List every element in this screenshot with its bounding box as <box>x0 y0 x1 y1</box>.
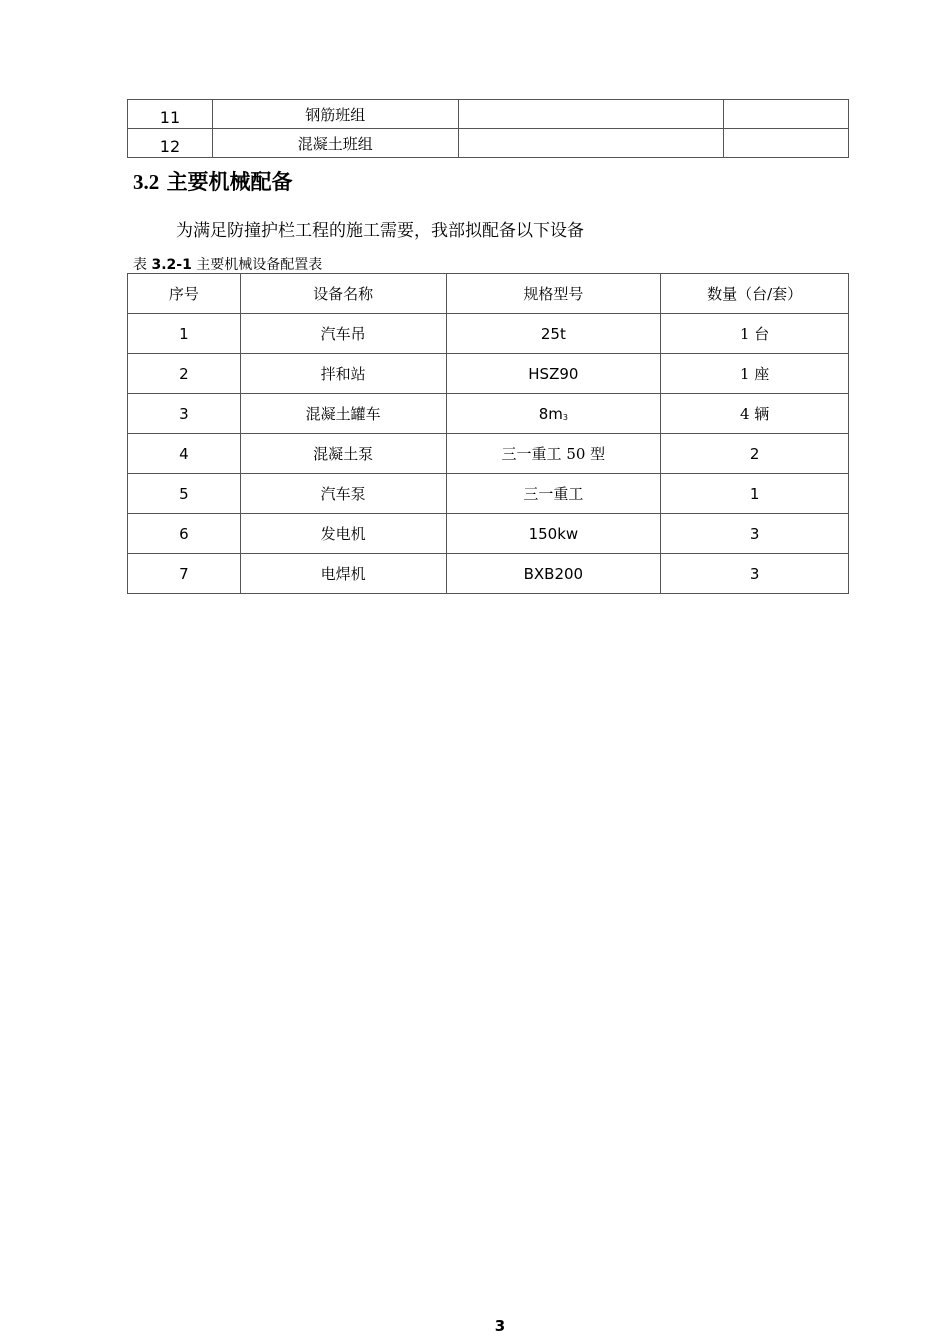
equipment-quantity: 3 <box>661 514 849 554</box>
row-number: 2 <box>128 354 241 394</box>
empty-cell <box>724 100 849 129</box>
table-row <box>128 314 849 354</box>
table-row <box>128 354 849 394</box>
row-number: 6 <box>128 514 241 554</box>
equipment-name: 混凝土泵 <box>240 434 446 474</box>
empty-cell <box>458 100 724 129</box>
table-header-row <box>128 274 849 314</box>
equipment-spec: 150kw <box>446 514 661 554</box>
equipment-quantity: 2 <box>661 434 849 474</box>
row-number: 7 <box>128 554 241 594</box>
caption-number: 3.2-1 <box>151 257 192 273</box>
equipment-name: 汽车吊 <box>240 314 446 354</box>
equipment-name: 混凝土罐车 <box>240 394 446 434</box>
equipment-quantity: 1 <box>661 474 849 514</box>
equipment-spec: 三一重工 <box>446 474 661 514</box>
header-number: 序号 <box>128 274 241 314</box>
equipment-name: 拌和站 <box>240 354 446 394</box>
row-number: 12 <box>128 129 213 158</box>
equipment-quantity: 4 辆 <box>661 394 849 434</box>
header-equipment-name: 设备名称 <box>240 274 446 314</box>
spec-unit-exponent: 3 <box>562 412 568 422</box>
equipment-quantity: 3 <box>661 554 849 594</box>
row-number: 3 <box>128 394 241 434</box>
row-number: 4 <box>128 434 241 474</box>
table-row <box>128 434 849 474</box>
empty-cell <box>724 129 849 158</box>
team-name: 混凝土班组 <box>212 129 458 158</box>
header-quantity: 数量（台/套） <box>661 274 849 314</box>
section-title: 主要机械配备 <box>166 169 293 194</box>
header-spec: 规格型号 <box>446 274 661 314</box>
row-number: 5 <box>128 474 241 514</box>
spec-value: 8m <box>538 404 563 423</box>
intro-paragraph: 为满足防撞护栏工程的施工需要，我部拟配备以下设备 <box>176 221 584 241</box>
equipment-quantity: 1 台 <box>661 314 849 354</box>
section-number: 3.2 <box>133 170 160 194</box>
row-number: 1 <box>128 314 241 354</box>
equipment-name: 汽车泵 <box>240 474 446 514</box>
equipment-spec: BXB200 <box>446 554 661 594</box>
equipment-name: 发电机 <box>240 514 446 554</box>
section-heading <box>133 166 293 196</box>
equipment-spec <box>446 394 661 434</box>
equipment-spec: 三一重工 50 型 <box>446 434 661 474</box>
table-row <box>128 100 849 129</box>
table-row <box>128 474 849 514</box>
equipment-quantity: 1 座 <box>661 354 849 394</box>
row-number: 11 <box>128 100 213 129</box>
equipment-spec: 25t <box>446 314 661 354</box>
page-number: 3 <box>494 1317 506 1335</box>
caption-title: 主要机械设备配置表 <box>196 257 323 273</box>
team-name: 钢筋班组 <box>212 100 458 129</box>
equipment-name: 电焊机 <box>240 554 446 594</box>
table-row <box>128 514 849 554</box>
caption-prefix: 表 <box>133 257 147 273</box>
empty-cell <box>458 129 724 158</box>
table-row <box>128 129 849 158</box>
table-row <box>128 554 849 594</box>
staffing-table-continuation <box>127 99 849 158</box>
equipment-spec: HSZ90 <box>446 354 661 394</box>
equipment-table <box>127 273 849 594</box>
table-row <box>128 394 849 434</box>
table-caption <box>133 254 322 274</box>
